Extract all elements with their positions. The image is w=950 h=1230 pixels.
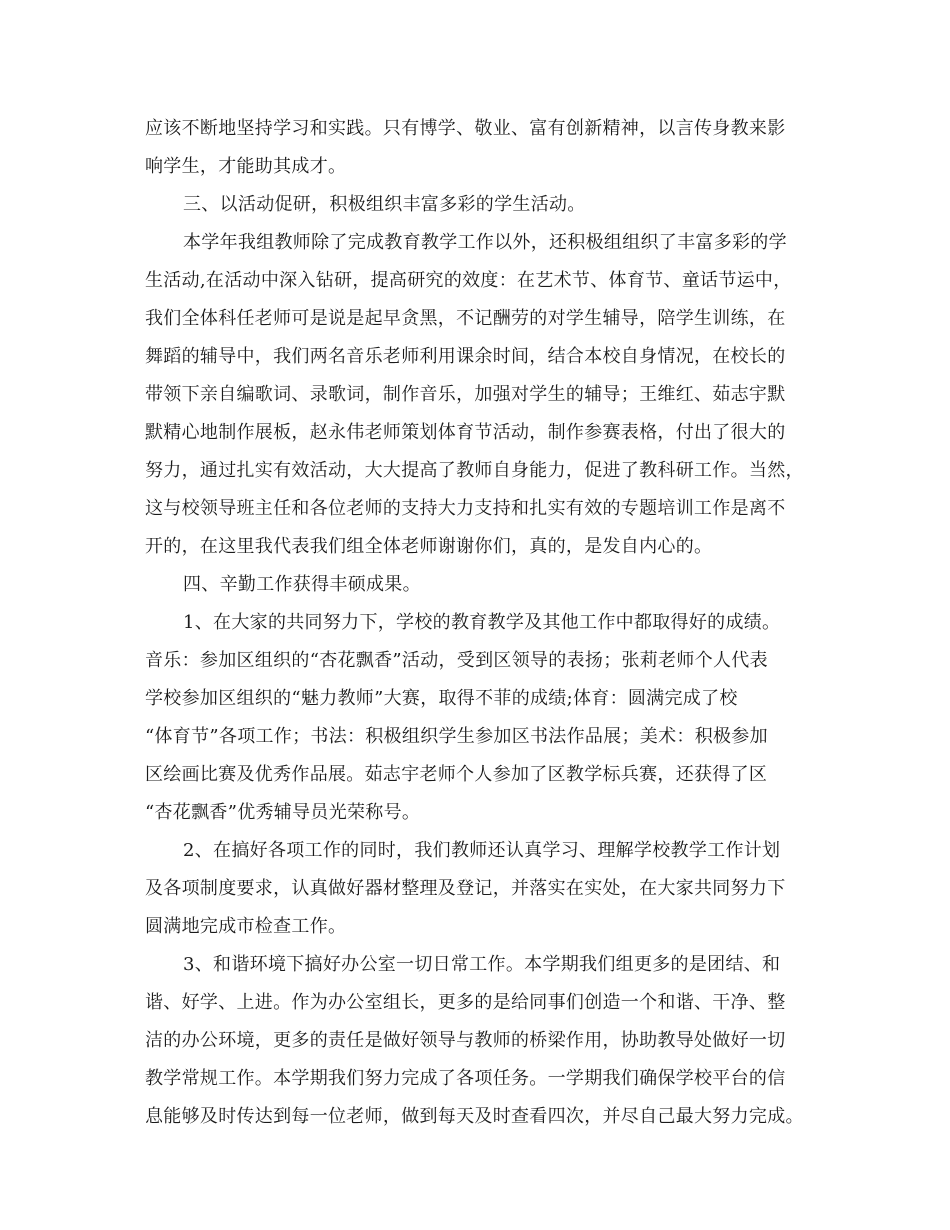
text-line: 这与校领导班主任和各位老师的支持大力支持和扎实有效的专题培训工作是离不 bbox=[145, 498, 786, 519]
text-line: 带领下亲自编歌词、录歌词，制作音乐，加强对学生的辅导；王维红、茹志宇默 bbox=[145, 384, 786, 405]
text-line: 区绘画比赛及优秀作品展。茹志宇老师个人参加了区教学标兵赛，还获得了区 bbox=[145, 764, 768, 785]
text-line: 开的，在这里我代表我们组全体老师谢谢你们，真的，是发自内心的。 bbox=[145, 536, 713, 557]
text-line: 舞蹈的辅导中，我们两名音乐老师利用课余时间，结合本校自身情况，在校长的 bbox=[145, 346, 786, 367]
text-line: 教学常规工作。本学期我们努力完成了各项任务。一学期我们确保学校平台的信 bbox=[145, 1068, 786, 1089]
text-line: 响学生，才能助其成才。 bbox=[145, 156, 347, 177]
text-line: 默精心地制作展板，赵永伟老师策划体育节活动，制作参赛表格，付出了很大的 bbox=[145, 422, 786, 443]
text-line: 及各项制度要求，认真做好器材整理及登记，并落实在实处，在大家共同努力下 bbox=[145, 878, 786, 899]
text-line: 谐、好学、上进。作为办公室组长，更多的是给同事们创造一个和谐、干净、整 bbox=[145, 992, 786, 1013]
text-line: 音乐：参加区组织的“杏花飘香”活动，受到区领导的表扬；张莉老师个人代表 bbox=[145, 650, 768, 671]
text-line: 应该不断地坚持学习和实践。只有博学、敬业、富有创新精神，以言传身教来影 bbox=[145, 118, 786, 139]
text-line: 努力，通过扎实有效活动，大大提高了教师自身能力，促进了教科研工作。当然， bbox=[145, 460, 804, 481]
text-line: 本学年我组教师除了完成教育教学工作以外，还积极组组织了丰富多彩的学 bbox=[183, 232, 787, 253]
section-heading: 四、辛勤工作获得丰硕成果。 bbox=[183, 574, 421, 595]
text-line: 1、在大家的共同努力下，学校的教育教学及其他工作中都取得好的成绩。 bbox=[183, 612, 781, 633]
text-line: 学校参加区组织的“魅力教师”大赛，取得不菲的成绩;体育：圆满完成了校 bbox=[145, 688, 738, 709]
text-line: 圆满地完成市检查工作。 bbox=[145, 916, 347, 937]
text-line: 息能够及时传达到每一位老师，做到每天及时查看四次，并尽自己最大努力完成。 bbox=[145, 1106, 804, 1127]
section-heading: 三、以活动促研，积极组织丰富多彩的学生活动。 bbox=[183, 194, 586, 215]
text-line: 生活动,在活动中深入钻研，提高研究的效度：在艺术节、体育节、童话节运中， bbox=[145, 270, 792, 291]
text-line: 2、在搞好各项工作的同时，我们教师还认真学习、理解学校教学工作计划 bbox=[183, 840, 781, 861]
text-line: 3、和谐环境下搞好办公室一切日常工作。本学期我们组更多的是团结、和 bbox=[183, 954, 781, 975]
text-line: “杏花飘香”优秀辅导员光荣称号。 bbox=[145, 802, 421, 823]
text-line: “体育节”各项工作；书法：积极组织学生参加区书法作品展；美术：积极参加 bbox=[145, 726, 768, 747]
text-line: 洁的办公环境，更多的责任是做好领导与教师的桥梁作用，协助教导处做好一切 bbox=[145, 1030, 786, 1051]
text-line: 我们全体科任老师可是说是起早贪黑，不记酬劳的对学生辅导，陪学生训练，在 bbox=[145, 308, 786, 329]
